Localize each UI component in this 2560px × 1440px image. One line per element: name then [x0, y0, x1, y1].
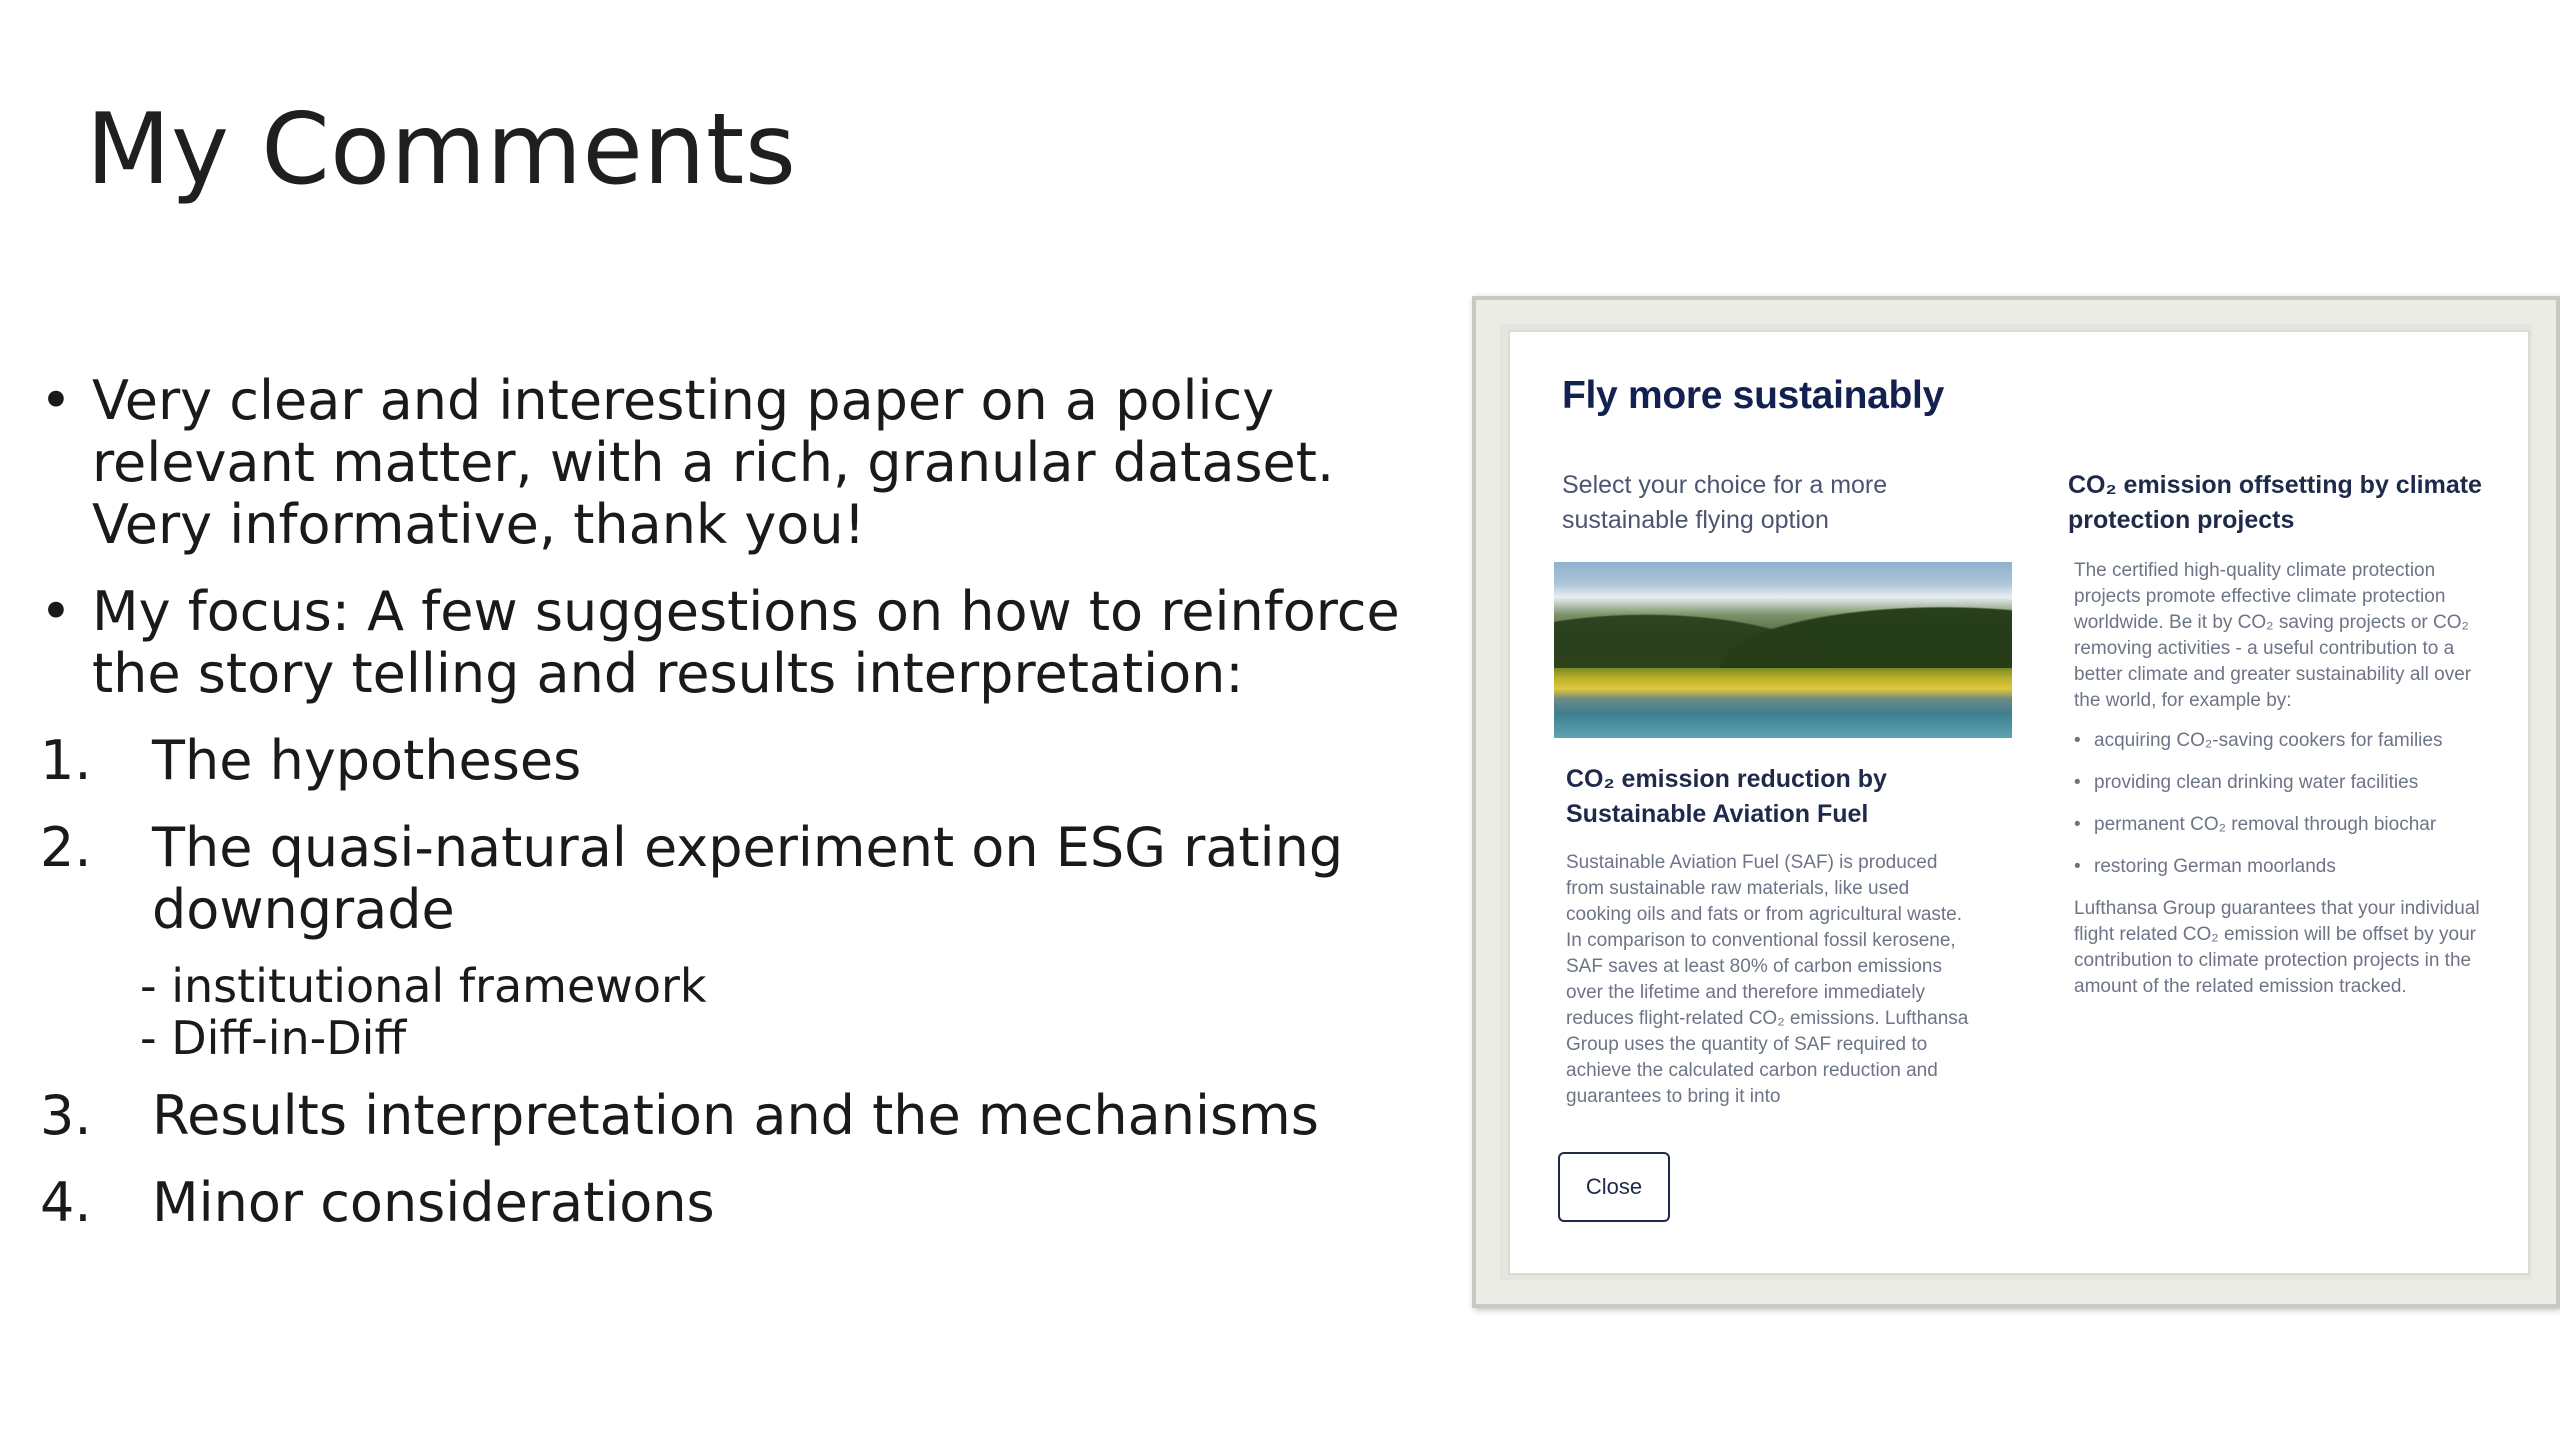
slide-title: My Comments [86, 93, 797, 207]
numbered-item [40, 1085, 1470, 1147]
intro-text: Select your choice for a more sustainable flying option [1562, 471, 1888, 534]
offset-guarantee-text: Lufthansa Group guarantees that your individual flight related CO₂ emission will be offset by your contribution to climate protection projects in the amount of the related emission tracked. [2074, 898, 2480, 997]
sustainability-modal [1508, 330, 2530, 1275]
sub-item: - Diff-in-Diff [140, 1011, 407, 1065]
bullet-mark: • [40, 369, 72, 432]
slide-content [40, 370, 1470, 1259]
list-item: • permanent CO₂ removal through biochar [2068, 812, 2488, 838]
landscape-image [1554, 562, 2012, 738]
list-item: • restoring German moorlands [2068, 854, 2488, 880]
close-button[interactable]: Close [1558, 1152, 1670, 1222]
numbered-item [40, 1172, 1470, 1234]
saf-description: Sustainable Aviation Fuel (SAF) is produced from sustainable raw materials, like used cooking oils and fats or from agricultural waste. In comparison to conventional fossil kerosene, SAF saves at least 80% of carbon emissions over the lifetime and therefore immediately reduces flight-related CO₂ emissions. Lufthansa Group uses the quantity of SAF required to achieve the calculated carbon reduction and guarantees to bring it into [1566, 852, 1969, 1107]
numbered-item [40, 730, 1470, 792]
offset-description: The certified high-quality climate protection projects promote effective climate protection worldwide. Be it by CO₂ saving projects or CO₂ removing activities - a useful contribution to a better climate and greater sustainability all over the world, for example by: [2074, 560, 2472, 711]
sub-item: - institutional framework [140, 959, 707, 1013]
item-text: Results interpretation and the mechanisms [152, 1084, 1319, 1147]
item-text: Minor considerations [152, 1171, 715, 1234]
offset-column [2068, 468, 2488, 1000]
item-text: The quasi-natural experiment on ESG rating downgrade [152, 816, 1344, 941]
screenshot-frame [1472, 296, 2560, 1308]
offset-heading: CO₂ emission offsetting by climate protection projects [2068, 471, 2482, 534]
bullet-item [40, 581, 1470, 705]
list-item: • acquiring CO₂-saving cookers for families [2068, 728, 2488, 754]
saf-column [1560, 468, 1970, 1120]
item-text: The hypotheses [152, 729, 582, 792]
bullet-text: My focus: A few suggestions on how to reinforce the story telling and results interpretation: [92, 580, 1400, 705]
saf-heading: CO₂ emission reduction by Sustainable Aviation Fuel [1566, 765, 1887, 828]
bullet-mark: • [40, 580, 72, 643]
bullet-item [40, 370, 1470, 556]
modal-title: Fly more sustainably [1562, 374, 1944, 417]
item-number: 1. [40, 729, 92, 792]
item-number: 2. [40, 816, 92, 879]
numbered-item [40, 817, 1470, 941]
item-number: 3. [40, 1084, 92, 1147]
list-item: • providing clean drinking water facilities [2068, 770, 2488, 796]
item-number: 4. [40, 1171, 92, 1234]
bullet-text: Very clear and interesting paper on a policy relevant matter, with a rich, granular dataset. Very informative, thank you! [92, 369, 1335, 556]
offset-example-list [2068, 728, 2488, 880]
